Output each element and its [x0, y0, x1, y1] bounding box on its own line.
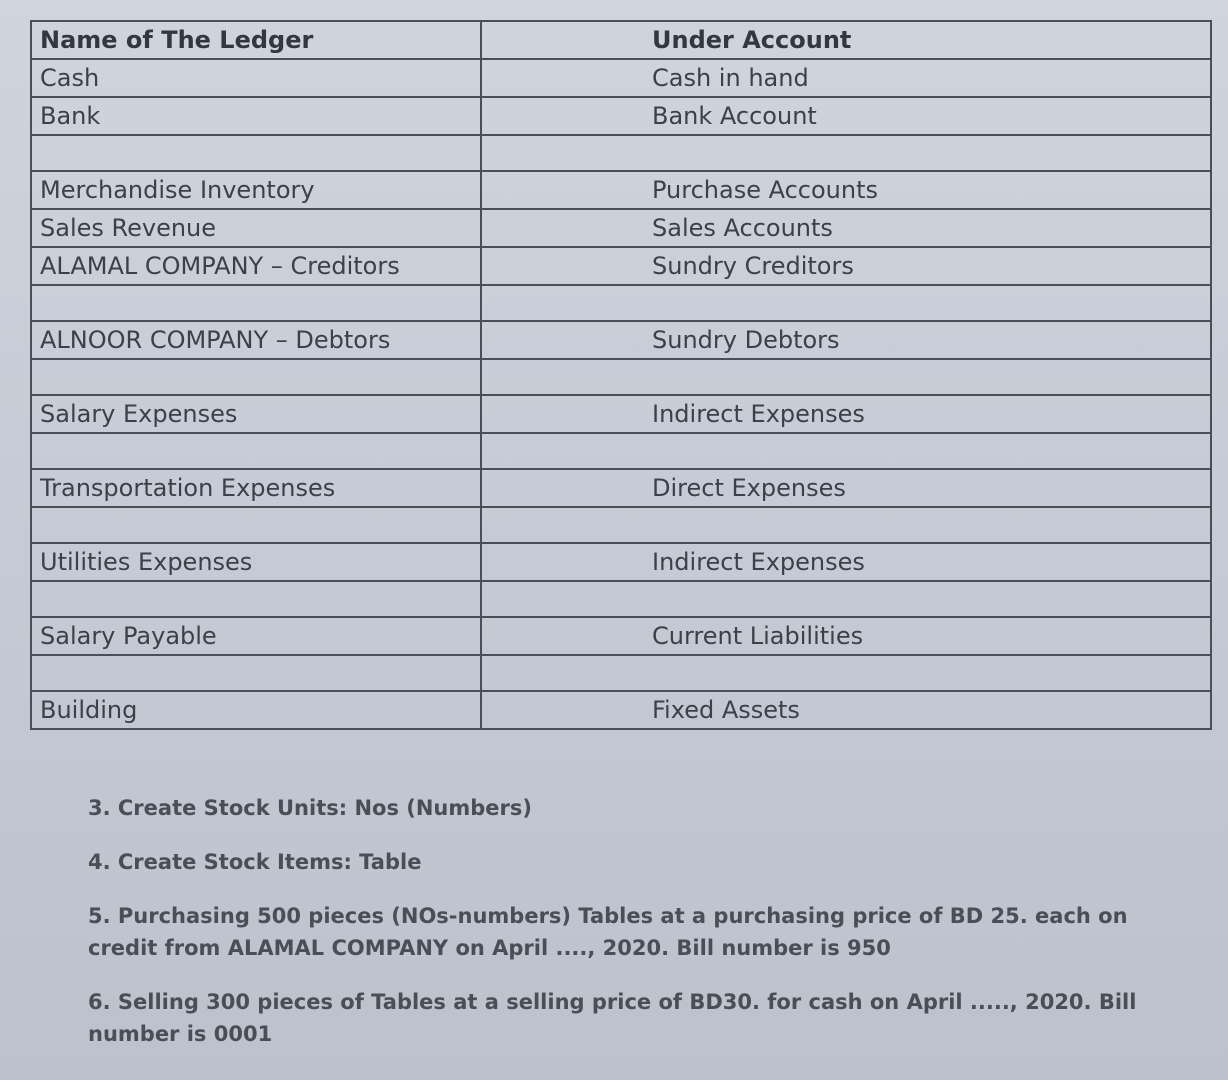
instruction-4: 4. Create Stock Items: Table	[88, 850, 422, 874]
under-account-cell: Sales Accounts	[481, 209, 1211, 247]
ledger-name-cell: Salary Expenses	[31, 395, 481, 433]
ledger-name-cell	[31, 433, 481, 469]
ledger-name-cell	[31, 285, 481, 321]
ledger-name-cell: Merchandise Inventory	[31, 171, 481, 209]
table-row-empty	[31, 135, 1211, 171]
table-row	[31, 691, 1211, 729]
table-row-empty	[31, 581, 1211, 617]
ledger-name-cell	[31, 135, 481, 171]
ledger-name-cell: Utilities Expenses	[31, 543, 481, 581]
ledger-name-cell: Salary Payable	[31, 617, 481, 655]
under-account-cell	[481, 359, 1211, 395]
table-row-empty	[31, 433, 1211, 469]
under-account-cell: Cash in hand	[481, 59, 1211, 97]
under-account-cell: Bank Account	[481, 97, 1211, 135]
instruction-6: 6. Selling 300 pieces of Tables at a selling price of BD30. for cash on April ....., 2020. Bill number is 0001	[88, 990, 1137, 1046]
ledger-name-cell	[31, 507, 481, 543]
under-account-cell: Current Liabilities	[481, 617, 1211, 655]
under-account-cell: Sundry Debtors	[481, 321, 1211, 359]
ledger-name-cell: Building	[31, 691, 481, 729]
table-row	[31, 97, 1211, 135]
under-account-cell: Direct Expenses	[481, 469, 1211, 507]
ledger-name-cell: Bank	[31, 97, 481, 135]
under-account-cell	[481, 507, 1211, 543]
ledger-name-cell: Cash	[31, 59, 481, 97]
table-row	[31, 171, 1211, 209]
under-account-cell: Indirect Expenses	[481, 543, 1211, 581]
table-row-empty	[31, 359, 1211, 395]
table-row	[31, 59, 1211, 97]
under-account-cell: Purchase Accounts	[481, 171, 1211, 209]
table-row-empty	[31, 655, 1211, 691]
table-row	[31, 247, 1211, 285]
under-account-cell: Sundry Creditors	[481, 247, 1211, 285]
table-row	[31, 209, 1211, 247]
ledger-name-cell	[31, 581, 481, 617]
table-row	[31, 617, 1211, 655]
header-under-account: Under Account	[481, 21, 1211, 59]
under-account-cell	[481, 433, 1211, 469]
ledger-name-cell: Transportation Expenses	[31, 469, 481, 507]
ledger-name-cell	[31, 655, 481, 691]
under-account-cell	[481, 655, 1211, 691]
table-row	[31, 321, 1211, 359]
ledger-name-cell: ALAMAL COMPANY – Creditors	[31, 247, 481, 285]
table-row-empty	[31, 285, 1211, 321]
ledger-name-cell	[31, 359, 481, 395]
under-account-cell: Fixed Assets	[481, 691, 1211, 729]
under-account-cell	[481, 285, 1211, 321]
under-account-cell: Indirect Expenses	[481, 395, 1211, 433]
instruction-5: 5. Purchasing 500 pieces (NOs-numbers) Tables at a purchasing price of BD 25. each on credit from ALAMAL COMPANY on April ...., 2020. Bill number is 950	[88, 904, 1128, 960]
ledger-name-cell: ALNOOR COMPANY – Debtors	[31, 321, 481, 359]
table-header-row	[31, 21, 1211, 59]
under-account-cell	[481, 581, 1211, 617]
instruction-3: 3. Create Stock Units: Nos (Numbers)	[88, 796, 532, 820]
ledger-name-cell: Sales Revenue	[31, 209, 481, 247]
header-ledger-name: Name of The Ledger	[31, 21, 481, 59]
table-row-empty	[31, 507, 1211, 543]
under-account-cell	[481, 135, 1211, 171]
table-row	[31, 395, 1211, 433]
ledger-table	[30, 20, 1212, 730]
table-row	[31, 469, 1211, 507]
instructions	[88, 792, 1198, 1072]
table-row	[31, 543, 1211, 581]
